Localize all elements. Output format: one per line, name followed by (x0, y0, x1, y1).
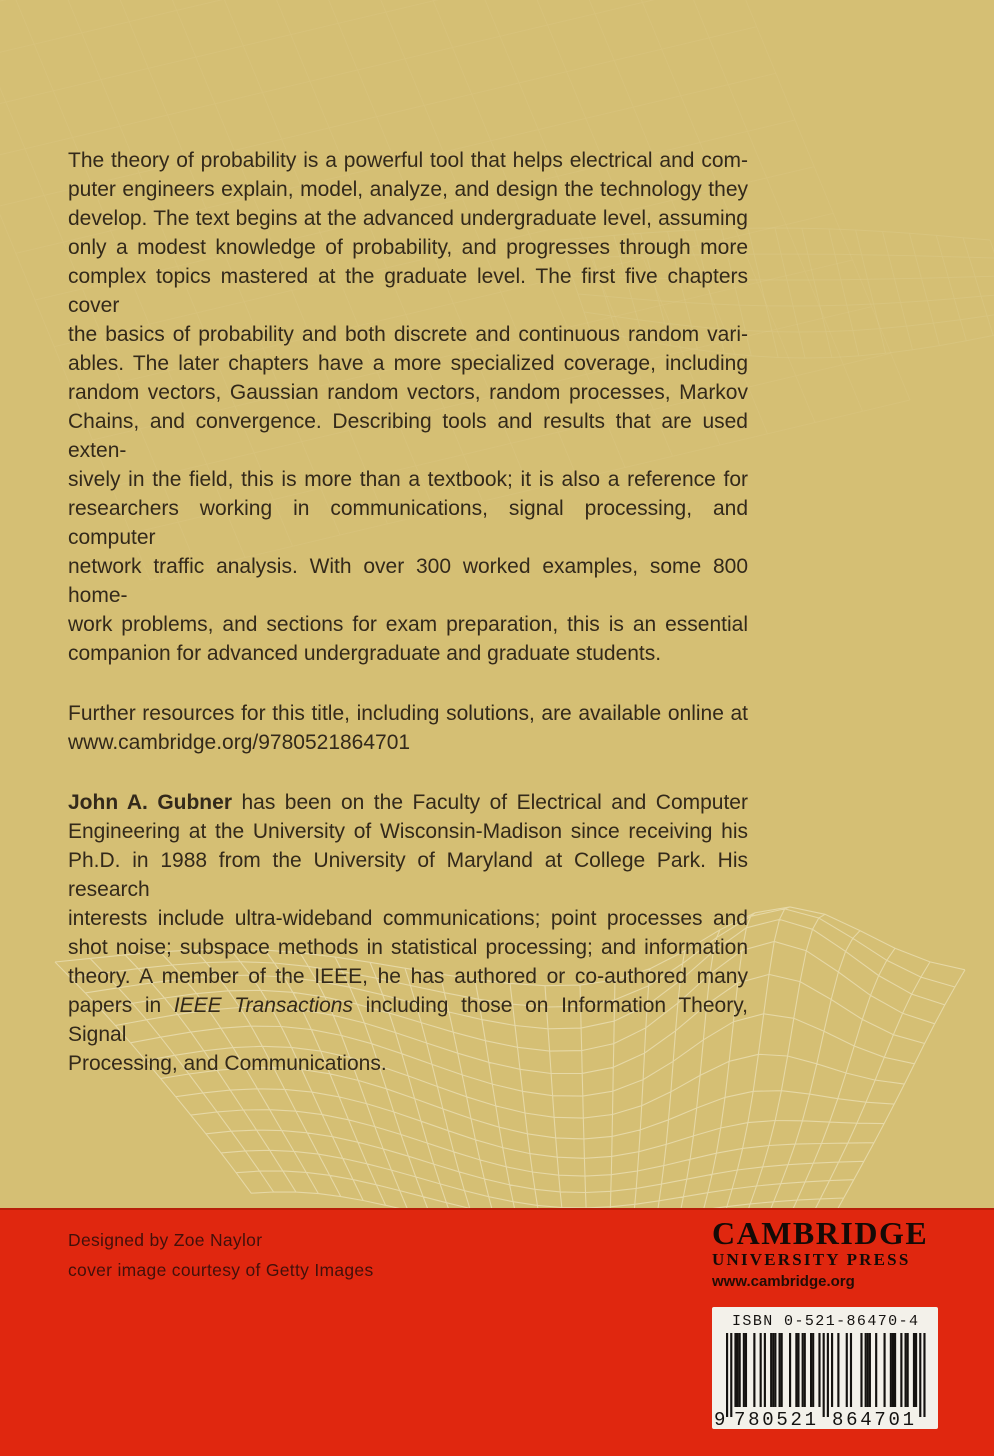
publisher-band (0, 1208, 994, 1456)
publisher-website: www.cambridge.org (712, 1273, 855, 1290)
design-credit: Designed by Zoe Naylor (68, 1230, 263, 1250)
text-line: sively in the field, this is more than a textbook; it is also a reference for (68, 468, 748, 491)
text-line: only a modest knowledge of probability, and progresses through more (68, 236, 748, 259)
isbn-barcode (712, 1307, 938, 1429)
text-line: puter engineers explain, model, analyze, and design the technology they (68, 178, 748, 201)
image-credit: cover image courtesy of Getty Images (68, 1260, 374, 1280)
isbn-number-label: ISBN 0-521-86470-4 (732, 1313, 918, 1330)
text-line: Chains, and convergence. Describing tools and results that are used exten- (68, 410, 748, 462)
text-line: Engineering at the University of Wisconsin-Madison since receiving his (68, 820, 748, 843)
text-line: the basics of probability and both discrete and continuous random vari- (68, 323, 748, 346)
text-line: develop. The text begins at the advanced undergraduate level, assuming (68, 207, 748, 230)
text-line: interests include ultra-wideband communications; point processes and (68, 907, 748, 930)
text-line: network traffic analysis. With over 300 worked examples, some 800 home- (68, 555, 748, 607)
ean13-barcode-graphic (712, 1307, 938, 1429)
text-line: The theory of probability is a powerful tool that helps electrical and com- (68, 149, 748, 172)
text-line: ables. The later chapters have a more specialized coverage, including (68, 352, 748, 375)
online-resources-paragraph (68, 699, 748, 757)
text-line: Ph.D. in 1988 from the University of Maryland at College Park. His research (68, 849, 748, 901)
author-bio-paragraph (68, 788, 748, 1078)
cover-credits (68, 1225, 374, 1285)
text-line: complex topics mastered at the graduate level. The first five chapters cover (68, 265, 748, 317)
text-line: random vectors, Gaussian random vectors, random processes, Markov (68, 381, 748, 404)
text-line: researchers working in communications, signal processing, and computer (68, 497, 748, 549)
ean-digit-group: 9 (714, 1409, 726, 1429)
university-press-wordmark: UNIVERSITY PRESS (712, 1250, 911, 1269)
text-line: Processing, and Communications. (68, 1052, 387, 1075)
text-line: shot noise; subspace methods in statistical processing; and information (68, 936, 748, 959)
text-line: papers in IEEE Transactions including those on Information Theory, Signal (68, 994, 748, 1046)
description-paragraph (68, 146, 748, 668)
text-line: work problems, and sections for exam preparation, this is an essential (68, 613, 748, 636)
text-line: John A. Gubner has been on the Faculty of Electrical and Computer (68, 791, 748, 814)
text-line: www.cambridge.org/9780521864701 (68, 731, 411, 754)
back-cover-text (68, 146, 748, 1078)
ean-digit-group: 864701 (832, 1409, 914, 1429)
text-line: companion for advanced undergraduate and graduate students. (68, 642, 662, 665)
publisher-logo (712, 1216, 928, 1291)
cambridge-wordmark: CAMBRIDGE (712, 1215, 929, 1251)
ean-digit-group: 780521 (734, 1409, 816, 1429)
text-line: Further resources for this title, including solutions, are available online at (68, 702, 748, 725)
text-line: theory. A member of the IEEE, he has authored or co-authored many (68, 965, 748, 988)
